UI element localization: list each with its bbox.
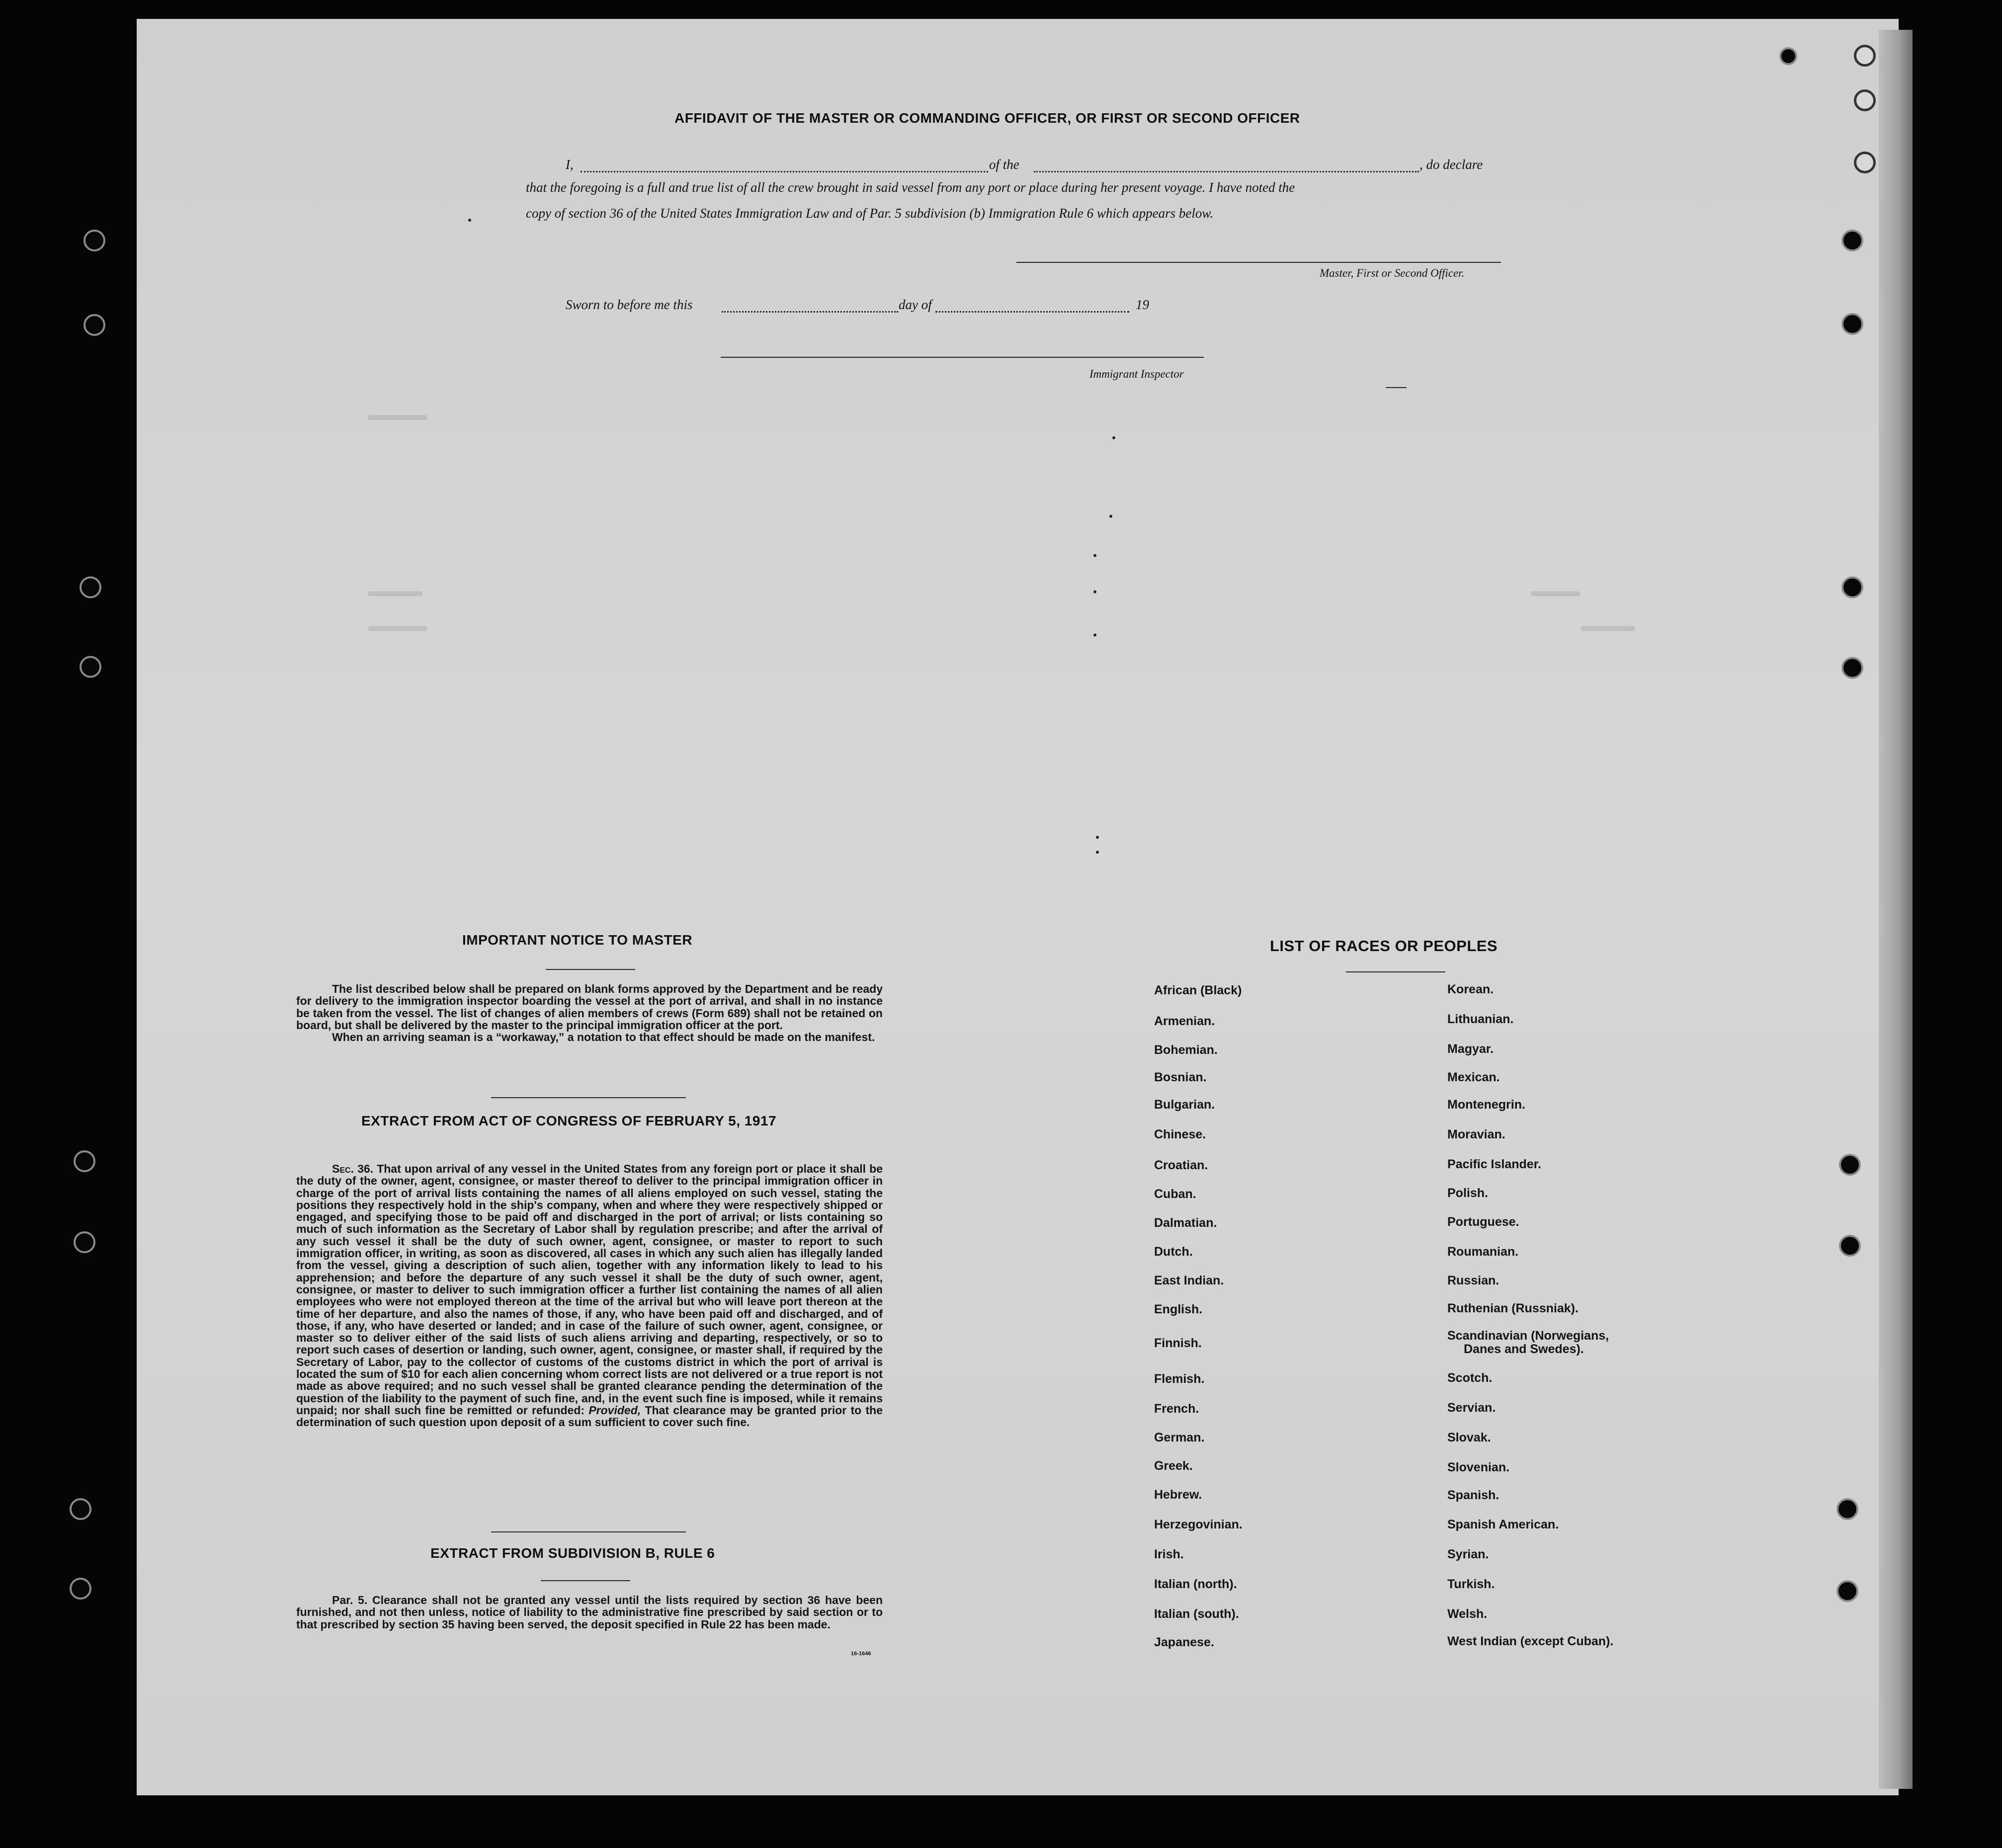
race-item: Spanish. <box>1447 1488 1500 1502</box>
race-item: Ruthenian (Russniak). <box>1447 1301 1579 1315</box>
binder-hole <box>70 1498 91 1520</box>
bleed-through-mark <box>368 591 422 596</box>
binder-hole <box>80 576 101 598</box>
bleed-through-mark <box>1581 626 1635 631</box>
vessel-name-field[interactable] <box>1034 171 1419 172</box>
race-item: Spanish American. <box>1447 1518 1559 1531</box>
race-item: Portuguese. <box>1447 1215 1519 1229</box>
binder-hole <box>1841 657 1863 679</box>
race-item: Finnish. <box>1154 1336 1202 1350</box>
notice-title: IMPORTANT NOTICE TO MASTER <box>462 932 693 948</box>
document-page <box>137 19 1899 1795</box>
binder-hole <box>70 1578 91 1600</box>
notice-body <box>296 983 883 1043</box>
race-item: Turkish. <box>1447 1577 1495 1591</box>
race-item: Hebrew. <box>1154 1488 1202 1502</box>
race-item: Slovenian. <box>1447 1460 1510 1474</box>
binder-hole <box>1839 1154 1861 1176</box>
section-36-tail: That clearance may be granted prior to the determination of such question upon deposit of a sum sufficient to cover such fine. <box>296 1403 883 1429</box>
officer-signature-caption: Master, First or Second Officer. <box>1320 267 1465 279</box>
form-number: 16-1646 <box>851 1651 871 1657</box>
stray-mark <box>468 219 471 222</box>
race-item: Danes and Swedes). <box>1464 1342 1584 1356</box>
officer-signature-line[interactable] <box>1016 262 1501 263</box>
race-item: Irish. <box>1154 1547 1184 1561</box>
race-item: Servian. <box>1447 1401 1496 1415</box>
section-36-text: That upon arrival of any vessel in the United States from any foreign port or place it shall be the duty of the owner, agent, consignee, or master thereof to deliver to the principal immigration officer in charge of the port of arrival lists containing the names of all aliens employed on such vessel, stating the positions they respectively hold in the ship's company, when and where they were respectively shipped or engaged, and specifying those to be paid off and discharged in the port of arrival; or lists containing so much of such information as the Secretary of Labor shall by regulation prescribe; and after the arrival of any such vessel it shall be the duty of such owner, agent, consignee, or master to report to such immigration officer, in writing, as soon as discovered, all cases in which any such alien has illegally landed from the vessel, giving a description of such alien, together with any information likely to lead to his apprehension; and before the departure of any such vessel it shall be the duty of such owner, agent, consignee, or master to deliver to such immigration officer a further list containing the names of all alien employees who were not employed thereon at the time of the arrival but who will leave port thereon at the time of her departure, and also the names of those, if any, who have been paid off and discharged, and of those, if any, who have deserted or landed; and in case of the failure of such owner, agent, consignee, or master so to deliver either of the said lists of such aliens arriving and departing, respectively, or so to report such cases of desertion or landing, such owner, agent, consignee, or master shall, if required by the Secretary of Labor, pay to the collector of customs of the customs district in which the port of arrival is located the sum of $10 for each alien concerning whom correct lists are not delivered or a true report is not made as above required; and no such vessel shall be granted clearance pending the determination of the question of the liability to the payment of such fine, and, in the event such fine is imposed, while it remains unpaid; nor shall such fine be remitted or refunded: <box>296 1162 883 1417</box>
year-prefix: 19 <box>1136 297 1149 312</box>
race-item: Slovak. <box>1447 1431 1491 1445</box>
bleed-through-mark <box>368 626 427 631</box>
race-item: Chinese. <box>1154 1127 1206 1141</box>
race-item: Scotch. <box>1447 1371 1493 1385</box>
race-item: West Indian (except Cuban). <box>1447 1634 1614 1648</box>
race-item: Russian. <box>1447 1274 1500 1287</box>
sworn-month-field[interactable] <box>935 311 1129 313</box>
stray-mark <box>1109 515 1112 518</box>
race-item: Cuban. <box>1154 1187 1196 1201</box>
notice-paragraph-1: The list described below shall be prepared on blank forms approved by the Department and be ready for delivery to the immigration inspector boarding the vessel at the port of arrival, and shall in no instance be taken from the vessel. The list of changes of alien members of crews (Form 689) shall not be retained on board, but shall be delivered by the master to the principal immigration officer at the port. <box>296 982 883 1032</box>
binder-hole <box>1841 576 1863 598</box>
stray-dash <box>1386 387 1407 388</box>
races-title: LIST OF RACES OR PEOPLES <box>1270 937 1498 955</box>
extract-rule-title: EXTRACT FROM SUBDIVISION B, RULE 6 <box>430 1545 715 1561</box>
race-item: Pacific Islander. <box>1447 1157 1541 1171</box>
race-item: East Indian. <box>1154 1274 1224 1287</box>
notice-paragraph-2: When an arriving seaman is a “workaway,” a notation to that effect should be made on the manifest. <box>332 1031 875 1044</box>
page-fold-edge <box>1879 30 1913 1789</box>
inspector-caption: Immigrant Inspector <box>1089 368 1184 380</box>
inspector-signature-line[interactable] <box>721 357 1204 358</box>
binder-hole <box>1839 1235 1861 1257</box>
binder-hole <box>1836 1580 1858 1602</box>
race-item: African (Black) <box>1154 983 1242 997</box>
race-item: Greek. <box>1154 1459 1193 1473</box>
rule-title-rule <box>541 1580 630 1581</box>
extract-rule-body <box>296 1594 883 1630</box>
binder-hole <box>1836 1498 1858 1520</box>
binder-hole <box>74 1231 95 1253</box>
race-item: Armenian. <box>1154 1014 1215 1028</box>
race-item: Welsh. <box>1447 1607 1488 1621</box>
binder-hole <box>1854 89 1876 111</box>
affidavit-line-3: copy of section 36 of the United States Immigration Law and of Par. 5 subdivision (b) Immigration Rule 6 which appears below. <box>526 206 1214 221</box>
affidavit-line-2: that the foregoing is a full and true list of all the crew brought in said vessel from any port or place during her present voyage. I have noted the <box>526 180 1295 195</box>
race-item: Dalmatian. <box>1154 1216 1217 1230</box>
stray-mark <box>1096 851 1099 854</box>
race-item: Syrian. <box>1447 1547 1489 1561</box>
section-divider <box>491 1531 686 1532</box>
affidavit-title: AFFIDAVIT OF THE MASTER OR COMMANDING OFFICER, OR FIRST OR SECOND OFFICER <box>674 110 1300 126</box>
binder-hole <box>1841 230 1863 251</box>
sworn-day-field[interactable] <box>722 311 898 313</box>
affidavit-do-declare: , do declare <box>1419 157 1483 172</box>
race-item: Scandinavian (Norwegians, <box>1447 1329 1609 1343</box>
race-item: French. <box>1154 1402 1199 1416</box>
race-item: Bohemian. <box>1154 1043 1218 1057</box>
stray-mark <box>1093 590 1096 593</box>
stray-mark <box>1112 436 1115 439</box>
race-item: Lithuanian. <box>1447 1012 1514 1026</box>
race-item: Polish. <box>1447 1186 1488 1200</box>
race-item: German. <box>1154 1431 1205 1445</box>
section-divider <box>491 1097 686 1098</box>
race-item: Roumanian. <box>1447 1245 1519 1259</box>
race-item: Japanese. <box>1154 1635 1214 1649</box>
race-item: Korean. <box>1447 982 1494 996</box>
bleed-through-mark <box>368 415 427 420</box>
affidavit-i-label: I, <box>566 157 574 172</box>
provided-word: Provided, <box>588 1403 641 1417</box>
race-item: Italian (north). <box>1154 1577 1237 1591</box>
race-item: Bosnian. <box>1154 1070 1207 1084</box>
binder-hole <box>1841 313 1863 335</box>
day-of-label: day of <box>899 297 932 312</box>
race-item: Italian (south). <box>1154 1607 1239 1621</box>
sworn-label: Sworn to before me this <box>566 297 693 312</box>
races-title-rule <box>1346 971 1445 972</box>
bleed-through-mark <box>1531 591 1581 596</box>
race-item: Montenegrin. <box>1447 1098 1525 1112</box>
binder-hole <box>1779 47 1797 65</box>
binder-hole <box>83 230 105 251</box>
binder-hole <box>1854 152 1876 173</box>
stray-mark <box>1093 634 1096 637</box>
race-item: Herzegovinian. <box>1154 1518 1243 1531</box>
race-item: Dutch. <box>1154 1245 1193 1259</box>
stray-mark <box>1093 554 1096 557</box>
extract-act-body <box>296 1163 883 1429</box>
race-item: Flemish. <box>1154 1372 1205 1386</box>
stray-mark <box>1096 836 1099 839</box>
extract-act-title: EXTRACT FROM ACT OF CONGRESS OF FEBRUARY 5, 1917 <box>361 1113 777 1128</box>
binder-hole <box>83 314 105 336</box>
race-item: Croatian. <box>1154 1158 1208 1172</box>
race-item: Moravian. <box>1447 1127 1505 1141</box>
officer-name-field[interactable] <box>581 171 988 172</box>
binder-hole <box>74 1150 95 1172</box>
affidavit-of-the-label: of the <box>989 157 1019 172</box>
race-item: Bulgarian. <box>1154 1098 1215 1112</box>
binder-hole <box>1854 45 1876 67</box>
section-label: Sec. 36. <box>332 1162 374 1175</box>
notice-title-rule <box>546 969 635 970</box>
race-item: Magyar. <box>1447 1042 1494 1056</box>
race-item: Mexican. <box>1447 1070 1500 1084</box>
binder-hole <box>80 656 101 678</box>
par-5-text: Par. 5. Clearance shall not be granted any vessel until the lists required by section 36 have been furnished, and not then unless, notice of liability to the administrative fine prescribed by said section or to that prescribed by section 35 having been served, the deposit specified in Rule 22 has been made. <box>296 1594 883 1631</box>
race-item: English. <box>1154 1302 1203 1316</box>
